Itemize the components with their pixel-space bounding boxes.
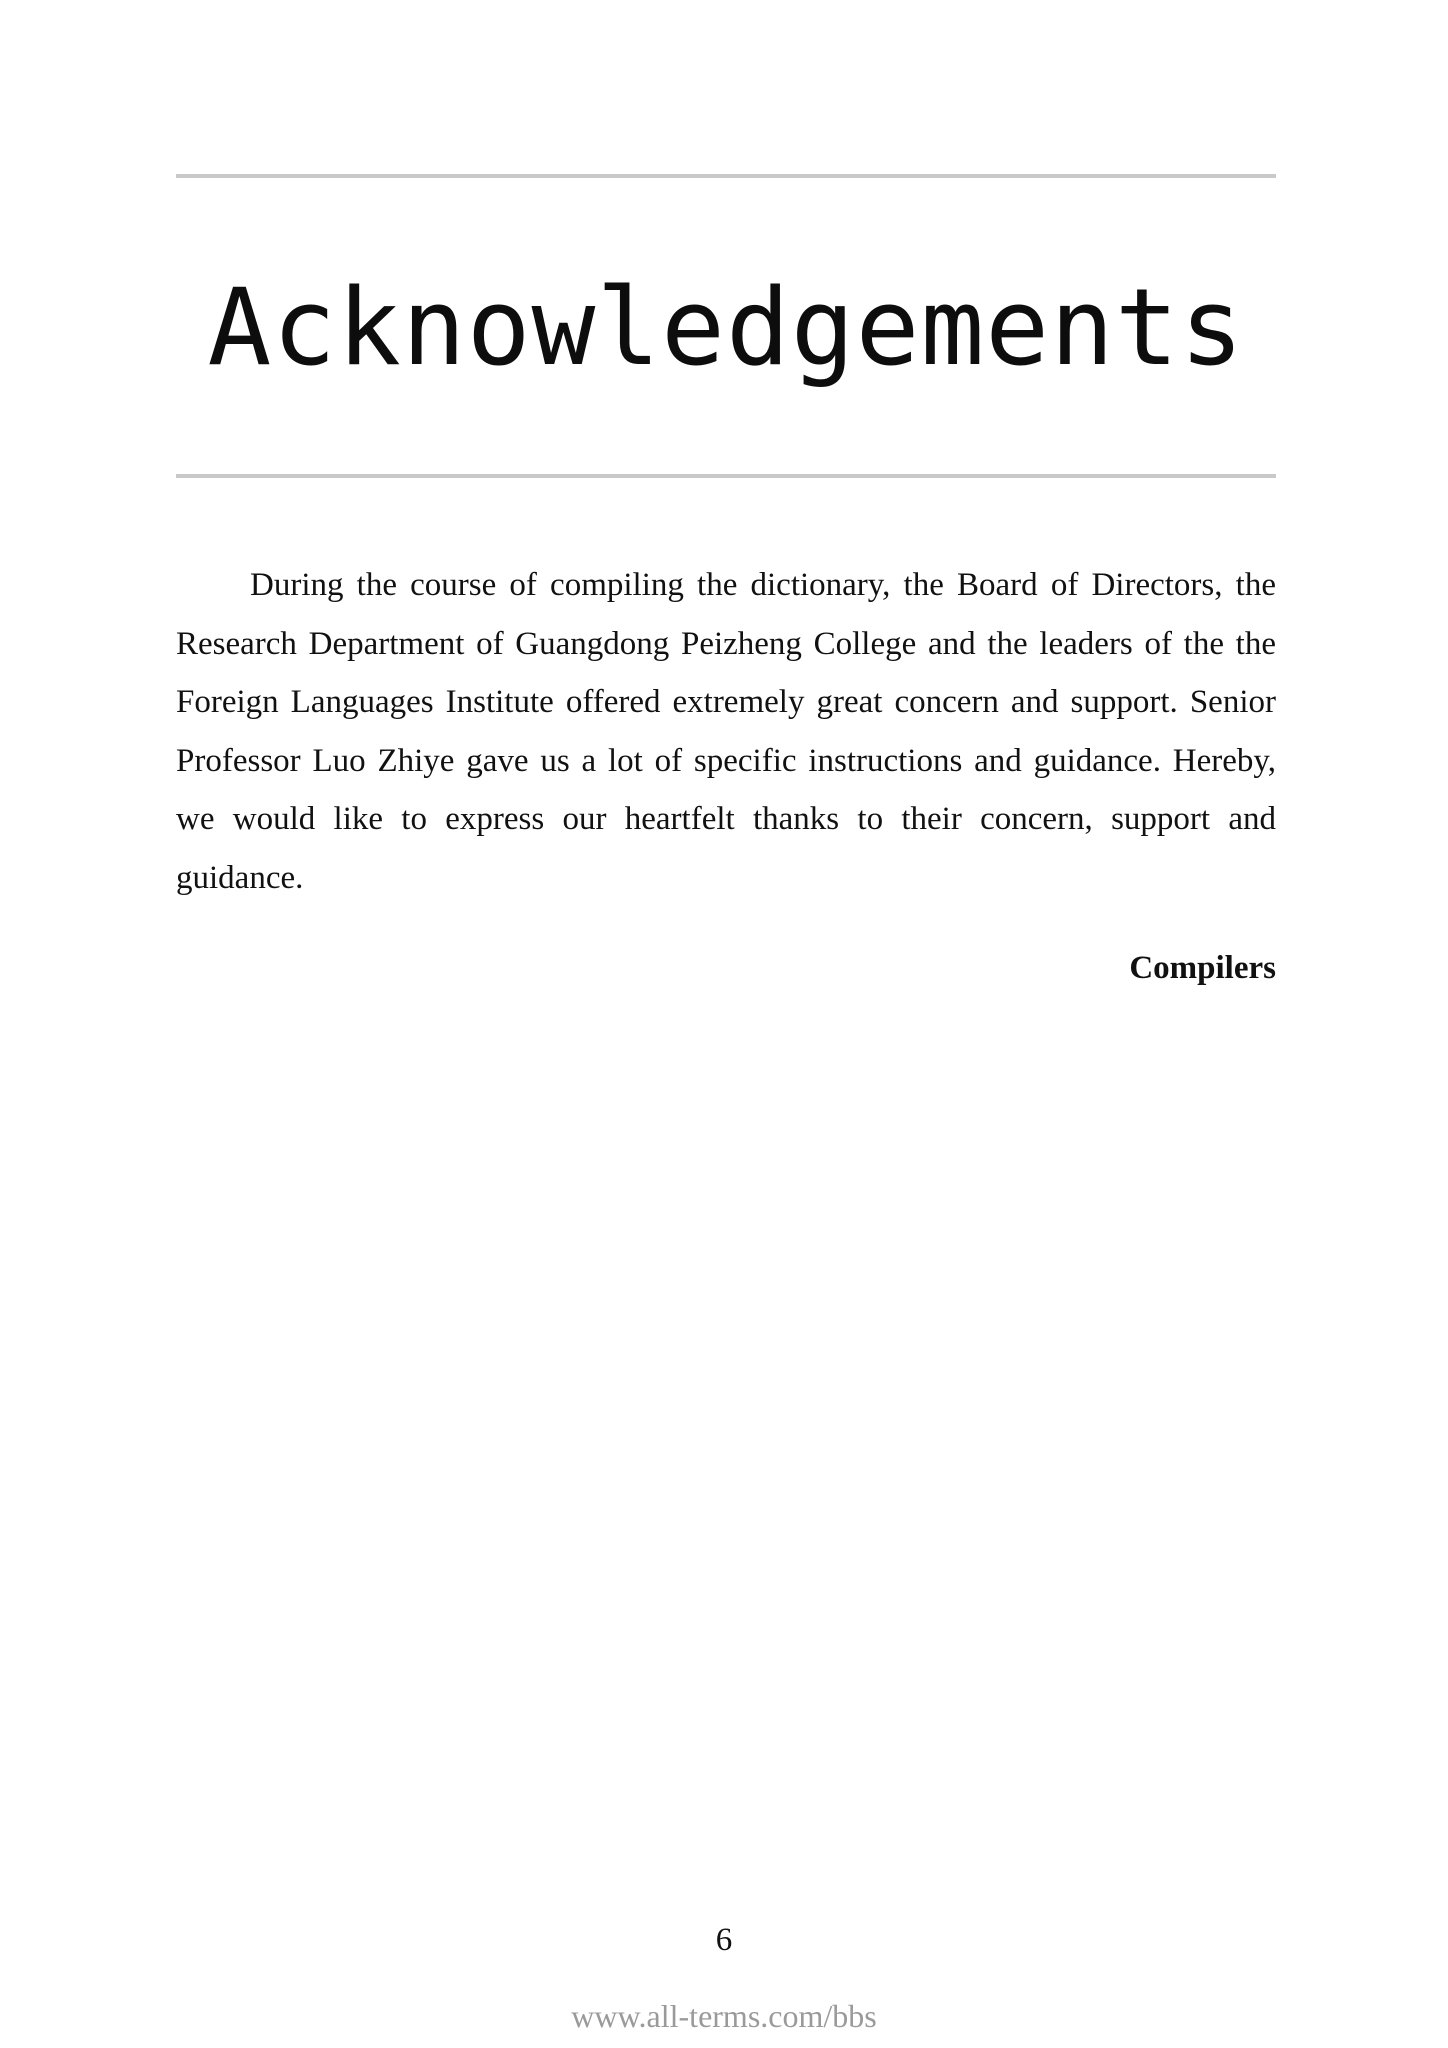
- page-title: Acknowledgements: [207, 266, 1245, 389]
- signature: Compilers: [1129, 950, 1276, 986]
- watermark-url: www.all-terms.com/bbs: [571, 1998, 877, 2034]
- top-divider: [176, 174, 1276, 178]
- page-number: 6: [715, 1922, 733, 1958]
- acknowledgement-paragraph: During the course of compiling the dictionary, the Board of Directors, the Research Department of Guangdong Peizheng College and the leaders of the the Foreign Languages Institute offered extremely great concern and support. Senior Professor Luo Zhiye gave us a lot of specific instructions and guidance. Hereby, we would like to express our heartfelt thanks to their concern, support and guidance.: [176, 567, 1276, 896]
- bottom-divider: [176, 474, 1276, 478]
